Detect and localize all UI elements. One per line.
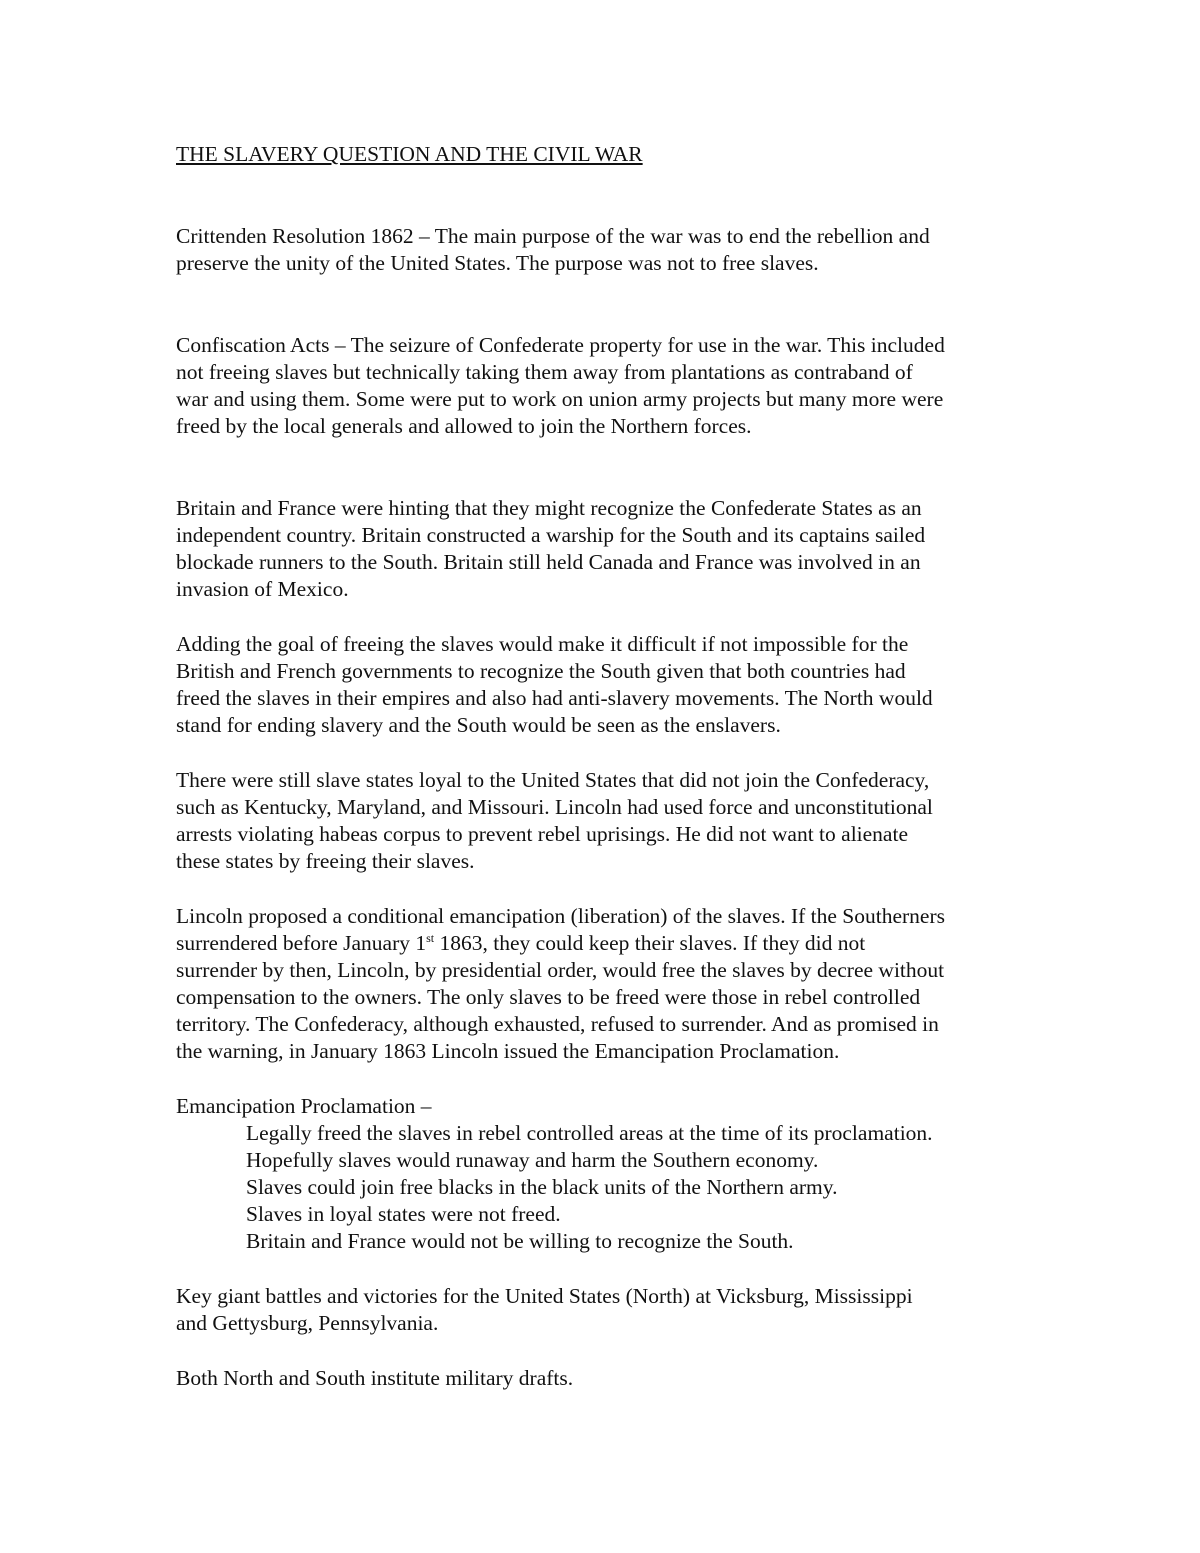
confiscation-paragraph [176, 332, 1056, 440]
spacer [176, 1065, 1056, 1093]
britain-france-paragraph [176, 495, 1056, 603]
text-line: There were still slave states loyal to the United States that did not join the Confederacy, [176, 768, 930, 792]
text-line: British and French governments to recognize the South given that both countries had [176, 659, 906, 683]
spacer [176, 168, 1056, 223]
ordinal-superscript: st [426, 931, 435, 945]
slave-states-paragraph [176, 767, 1056, 875]
text-line: surrender by then, Lincoln, by presidential order, would free the slaves by decree without [176, 958, 945, 982]
text-line: preserve the unity of the United States. The purpose was not to free slaves. [176, 251, 819, 275]
spacer [176, 1255, 1056, 1283]
text-line: Crittenden Resolution 1862 – The main purpose of the war was to end the rebellion and [176, 224, 930, 248]
text-line: blockade runners to the South. Britain still held Canada and France was involved in an [176, 550, 921, 574]
adding-goal-paragraph [176, 631, 1056, 739]
spacer [176, 875, 1056, 903]
text-line: war and using them. Some were put to work on union army projects but many more were [176, 387, 944, 411]
text-line: Adding the goal of freeing the slaves would make it difficult if not impossible for the [176, 632, 909, 656]
text-line: Lincoln proposed a conditional emancipation (liberation) of the slaves. If the Southerners [176, 904, 945, 928]
text-line: stand for ending slavery and the South would be seen as the enslavers. [176, 713, 781, 737]
emancipation-heading: Emancipation Proclamation – [176, 1094, 432, 1118]
lincoln-proposal-paragraph [176, 903, 1056, 1065]
spacer [176, 277, 1056, 332]
text-line: compensation to the owners. The only slaves to be freed were those in rebel controlled [176, 985, 921, 1009]
text-line: freed by the local generals and allowed to join the Northern forces. [176, 414, 752, 438]
text-line: independent country. Britain constructed a warship for the South and its captains sailed [176, 523, 926, 547]
document-page [176, 141, 1056, 1392]
text-line: Confiscation Acts – The seizure of Confederate property for use in the war. This included [176, 333, 945, 357]
text-line: such as Kentucky, Maryland, and Missouri. Lincoln had used force and unconstitutional [176, 795, 933, 819]
battles-paragraph [176, 1283, 1056, 1337]
emancipation-list [176, 1120, 1056, 1255]
spacer [176, 1337, 1056, 1365]
text-line: Key giant battles and victories for the United States (North) at Vicksburg, Mississippi [176, 1284, 913, 1308]
text-line: freed the slaves in their empires and also had anti-slavery movements. The North would [176, 686, 933, 710]
list-item: Legally freed the slaves in rebel controlled areas at the time of its proclamation. [246, 1121, 933, 1145]
text-line: Britain and France were hinting that they might recognize the Confederate States as an [176, 496, 922, 520]
list-item: Britain and France would not be willing to recognize the South. [246, 1229, 794, 1253]
emancipation-section [176, 1093, 1056, 1255]
text-line: Both North and South institute military drafts. [176, 1366, 574, 1390]
text-line: arrests violating habeas corpus to prevent rebel uprisings. He did not want to alienate [176, 822, 908, 846]
text-fragment: surrendered before January 1 [176, 931, 427, 955]
text-line: the warning, in January 1863 Lincoln issued the Emancipation Proclamation. [176, 1039, 840, 1063]
list-item: Hopefully slaves would runaway and harm the Southern economy. [246, 1148, 819, 1172]
spacer [176, 603, 1056, 631]
text-line: and Gettysburg, Pennsylvania. [176, 1311, 439, 1335]
text-line: invasion of Mexico. [176, 577, 349, 601]
document-title: THE SLAVERY QUESTION AND THE CIVIL WAR [176, 142, 643, 166]
spacer [176, 739, 1056, 767]
text-line: not freeing slaves but technically taking them away from plantations as contraband of [176, 360, 913, 384]
list-item: Slaves could join free blacks in the black units of the Northern army. [246, 1175, 838, 1199]
text-line: these states by freeing their slaves. [176, 849, 475, 873]
crittenden-paragraph [176, 223, 1056, 277]
text-fragment: 1863, they could keep their slaves. If they did not [434, 931, 866, 955]
spacer [176, 440, 1056, 495]
list-item: Slaves in loyal states were not freed. [246, 1202, 561, 1226]
text-line [176, 930, 1056, 957]
drafts-paragraph [176, 1365, 1056, 1392]
text-line: territory. The Confederacy, although exhausted, refused to surrender. And as promised in [176, 1012, 939, 1036]
